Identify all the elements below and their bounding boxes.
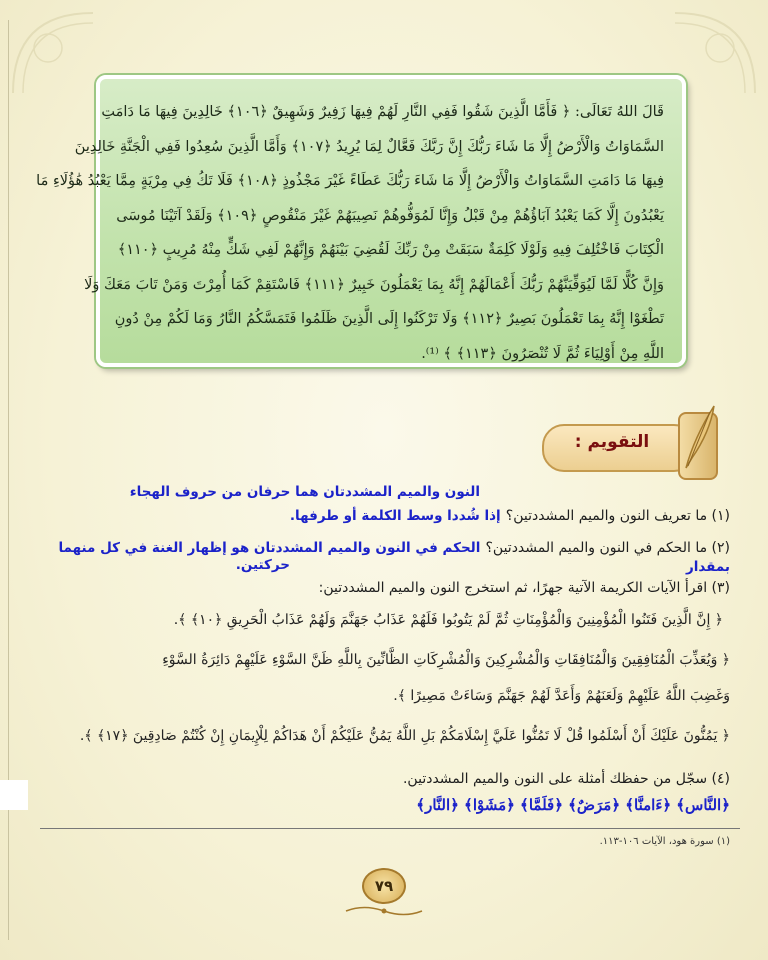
page-number: ٧٩ xyxy=(362,868,406,904)
page-number-badge xyxy=(344,868,424,906)
white-margin-block xyxy=(0,780,28,810)
quran-line: السَّمَاوَاتُ وَالْأَرْضُ إِلَّا مَا شَاءَ رَبُّكَ إِنَّ رَبَّكَ فَعَّالٌ لِمَا يُرِيدُ ﴿١٠٧﴾ وَأَمَّا الَّذِينَ سُعِدُوا فَفِي الْجَنَّةِ خَالِدِينَ xyxy=(74,138,664,155)
question-answer: الحكم في النون والميم المشددتان هو إظهار الغنة في كل منهما بمقدار xyxy=(58,540,730,575)
example-word: ﴿النَّاس﴾ xyxy=(676,796,730,814)
example-word: ﴿النَّار﴾ xyxy=(416,796,459,814)
feather-quill-icon xyxy=(680,402,720,472)
example-word: ﴿مَشَوْا﴾ xyxy=(464,796,515,814)
examples-row xyxy=(40,795,730,814)
question-answer: إذا شُددا وسط الكلمة أو طرفها. xyxy=(289,508,501,524)
ayah-2-line-2: وَغَضِبَ اللَّهُ عَلَيْهِمْ وَلَعَنَهُمْ وَأَعَدَّ لَهُمْ جَهَنَّمَ وَسَاءَتْ مَصِيرًا ﴾. xyxy=(393,688,730,704)
question-1-answer-top: النون والميم المشددتان هما حرفان من حروف الهجاء xyxy=(129,484,480,500)
footnote-divider xyxy=(40,828,740,829)
section-banner xyxy=(530,410,720,480)
footnote: (١) سورة هود، الآيات ١٠٦-١١٣. xyxy=(599,836,730,847)
quran-line: اللَّهِ مِنْ أَوْلِيَاءَ ثُمَّ لَا تُنْصَرُونَ ﴿١١٣﴾ ﴾ ⁽¹⁾. xyxy=(421,345,664,362)
quran-line: قَالَ اللهُ تَعَالَى: ﴿ فَأَمَّا الَّذِينَ شَقُوا فَفِي النَّارِ لَهُمْ فِيهَا زَفِيرٌ وَشَهِيقٌ ﴿١٠٦﴾ خَالِدِينَ فِيهَا مَا دَامَتِ xyxy=(101,104,664,120)
question-text: (٣) اقرأ الآيات الكريمة الآتية جهرًا، ثم استخرج النون والميم المشددتين: xyxy=(318,580,730,596)
section-title: التقويم : xyxy=(574,432,650,452)
quran-line: الْكِتَابَ فَاخْتُلِفَ فِيهِ وَلَوْلَا كَلِمَةٌ سَبَقَتْ مِنْ رَبِّكَ لَقُضِيَ بَيْنَهُمْ وَإِنَّهُمْ لَفِي شَكٍّ مِنْهُ مُرِيبٍ ﴿١١٠﴾ xyxy=(117,242,664,258)
example-word: ﴿ءَامنَّا﴾ xyxy=(625,796,672,814)
quran-line: فِيهَا مَا دَامَتِ السَّمَاوَاتُ وَالْأَرْضُ إِلَّا مَا شَاءَ رَبُّكَ عَطَاءً غَيْرَ مَجْذُوذٍ ﴿١٠٨﴾ فَلَا تَكُ فِي مِرْيَةٍ مِمَّا يَعْبُدُ هَٰؤُلَاءِ مَا xyxy=(36,173,664,189)
question-3 xyxy=(40,577,730,596)
question-2-answer-wrap: حركتين. xyxy=(235,557,290,573)
quran-line: وَإِنَّ كُلًّا لَمَّا لَيُوَفِّيَنَّهُمْ رَبُّكَ أَعْمَالَهُمْ إِنَّهُ بِمَا يَعْمَلُونَ خَبِيرٌ ﴿١١١﴾ فَاسْتَقِمْ كَمَا أُمِرْتَ وَمَنْ تَابَ مَعَكَ وَلَا xyxy=(84,276,664,293)
example-word: ﴿فَلَمَّا﴾ xyxy=(520,796,564,814)
question-1 xyxy=(40,505,730,524)
ayah-1: ﴿ إِنَّ الَّذِينَ فَتَنُوا الْمُؤْمِنِينَ وَالْمُؤْمِنَاتِ ثُمَّ لَمْ يَتُوبُوا فَلَهُمْ عَذَابُ جَهَنَّمَ وَلَهُمْ عَذَابُ الْحَرِيقِ ﴿١٠﴾ ﴾. xyxy=(173,612,723,628)
question-text: (٤) سجّل من حفظك أمثلة على النون والميم المشددتين. xyxy=(402,771,730,787)
corner-ornament-icon xyxy=(8,8,98,98)
quran-verses xyxy=(36,95,664,371)
quran-line: يَعْبُدُونَ إِلَّا كَمَا يَعْبُدُ آبَاؤُهُمْ مِنْ قَبْلُ وَإِنَّا لَمُوَفُّوهُمْ نَصِيبَهُمْ غَيْرَ مَنْقُوصٍ ﴿١٠٩﴾ وَلَقَدْ آتَيْنَا مُوسَى xyxy=(116,207,664,224)
quran-line: تَطْغَوْا إِنَّهُ بِمَا تَعْمَلُونَ بَصِيرٌ ﴿١١٢﴾ وَلَا تَرْكَنُوا إِلَى الَّذِينَ ظَلَمُوا فَتَمَسَّكُمُ النَّارُ وَمَا لَكُمْ مِنْ دُونِ xyxy=(114,311,664,327)
ayah-3: ﴿ يَمُنُّونَ عَلَيْكَ أَنْ أَسْلَمُوا قُلْ لَا تَمُنُّوا عَلَيَّ إِسْلَامَكُمْ بَلِ اللَّهُ يَمُنُّ عَلَيْكُمْ أَنْ هَدَاكُمْ لِلْإِيمَانِ إِنْ كُنْتُمْ صَادِقِينَ ﴿١٧﴾ ﴾. xyxy=(79,728,730,744)
question-text: (٢) ما الحكم في النون والميم المشددتين؟ xyxy=(485,540,730,556)
question-4 xyxy=(40,768,730,787)
page-ornament-icon xyxy=(344,904,424,918)
ayah-2-line-1: ﴿ وَيُعَذِّبَ الْمُنَافِقِينَ وَالْمُنَافِقَاتِ وَالْمُشْرِكِينَ وَالْمُشْرِكَاتِ الظَّانِّينَ بِاللَّهِ ظَنَّ السَّوْءِ عَلَيْهِمْ دَائِرَةُ السَّوْءِ xyxy=(162,652,730,668)
example-word: ﴿مَرَضٌ﴾ xyxy=(568,796,621,814)
question-text: (١) ما تعريف النون والميم المشددتين؟ xyxy=(505,508,730,524)
quran-verses-box xyxy=(36,75,686,367)
